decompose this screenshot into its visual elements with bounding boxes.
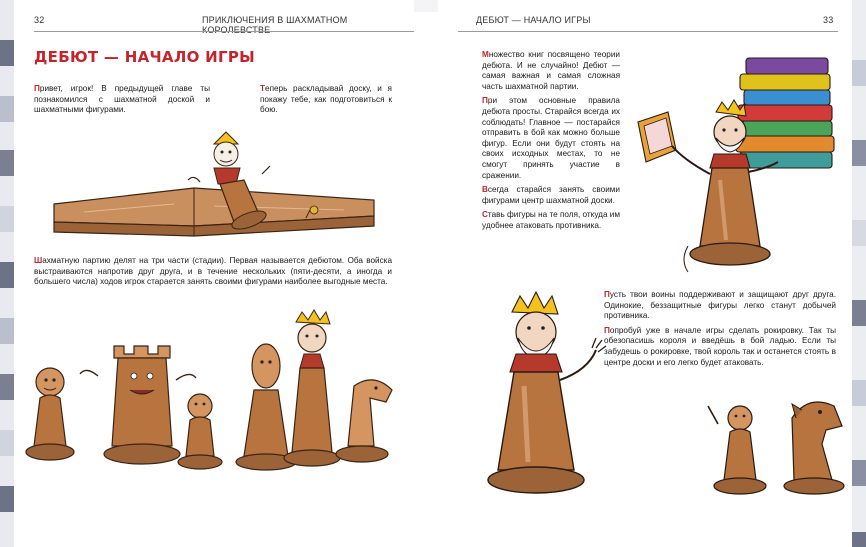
right-checker-stripe — [852, 0, 866, 547]
drop-letter: Т — [260, 84, 266, 93]
drop-letter: П — [482, 96, 488, 106]
right-column-text — [482, 50, 620, 236]
open-book — [638, 112, 676, 162]
paragraph-text: ножество книг посвящено теории дебюта. И не случайно! Дебют — самая важная и самая сложная часть шахматной партии. — [482, 50, 620, 91]
drop-letter: С — [482, 210, 488, 220]
right-page — [438, 0, 852, 547]
paragraph — [604, 290, 836, 322]
pawn-cartoon-center — [178, 394, 222, 469]
king-holding-books-illustration — [628, 50, 848, 280]
drop-letter: Ш — [34, 256, 43, 265]
chess-pieces-cartoon-group — [14, 306, 414, 486]
bishop-cartoon — [236, 344, 296, 470]
drop-letter: П — [604, 325, 610, 335]
pawn-cartoon-right — [708, 406, 766, 494]
paragraph-text: ри этом основные правила дебюта просты. Старайся всегда их соблюдать! Главное — постарайся отправить в бой как можно больше фигур. Если они будут стоять на своих исходных местах, то не смогут принять участие в сражении. — [482, 96, 620, 180]
king-on-folded-board-illustration — [44, 104, 404, 244]
left-checker-stripe — [0, 0, 14, 547]
folded-chessboard — [54, 188, 374, 236]
paragraph-text: ахматную партию делят на три части (стадии). Первая называется дебютом. Оба войска выстраиваются напротив друг друга, и в течение нескольких (пяти-десяти, а иногда и большего числа) ходов игрок старается занять своими фигурами наиболее выгодные места. — [34, 256, 392, 287]
paragraph-text: усть твои воины поддерживают и защищают друг друга. Одинокие, беззащитные фигуры легко станут добычей противника. — [604, 290, 836, 321]
header-rule-right — [458, 31, 838, 32]
paragraph — [482, 185, 620, 206]
running-head-left: ПРИКЛЮЧЕНИЯ В ШАХМАТНОМ КОРОЛЕВСТВЕ — [202, 15, 348, 35]
knight-cartoon-right — [784, 402, 844, 494]
chapter-title: ДЕБЮТ — НАЧАЛО ИГРЫ — [34, 48, 255, 66]
book-stack — [736, 58, 834, 168]
king-cartoon — [284, 310, 340, 466]
body-paragraph — [34, 256, 392, 288]
paragraph — [604, 326, 836, 368]
drop-letter: М — [482, 50, 489, 59]
paragraph-text: еперь раскладывай доску, и я покажу тебе, как подготовиться к бою. — [260, 84, 392, 115]
left-page — [14, 0, 414, 547]
paragraph — [482, 210, 620, 231]
rook-cartoon — [80, 346, 196, 464]
paragraph-text: ривет, игрок! В предыдущей главе ты познакомился с шахматной доской и шахматными фигурами. — [34, 84, 210, 115]
pawn-and-knight-illustration — [704, 384, 854, 504]
page-number-right: 33 — [823, 15, 834, 25]
paragraph — [482, 96, 620, 181]
pawn-cartoon-left — [26, 368, 74, 460]
paragraph — [482, 50, 620, 92]
running-head-right: ДЕБЮТ — НАЧАЛО ИГРЫ — [476, 15, 591, 25]
paragraph-text: опробуй уже в начале игры сделать рокировку. Так ты обезопасишь короля и введёшь в бой ладью. Если ты забудешь о рокировке, твой король так и останется стоять в центре доски и его легко будет атаковать. — [604, 325, 836, 367]
knight-cartoon-left — [336, 380, 392, 462]
paragraph-text: тавь фигуры на те поля, откуда им удобнее атаковать противника. — [482, 210, 620, 230]
drop-letter: В — [482, 185, 488, 195]
page-number-left: 32 — [34, 15, 45, 25]
header-rule-left — [34, 31, 414, 32]
lower-right-text — [604, 290, 836, 372]
drop-letter: П — [34, 84, 40, 93]
drop-letter: П — [604, 290, 610, 299]
paragraph-text: сегда старайся занять своими фигурами центр шахматной доски. — [482, 185, 620, 205]
